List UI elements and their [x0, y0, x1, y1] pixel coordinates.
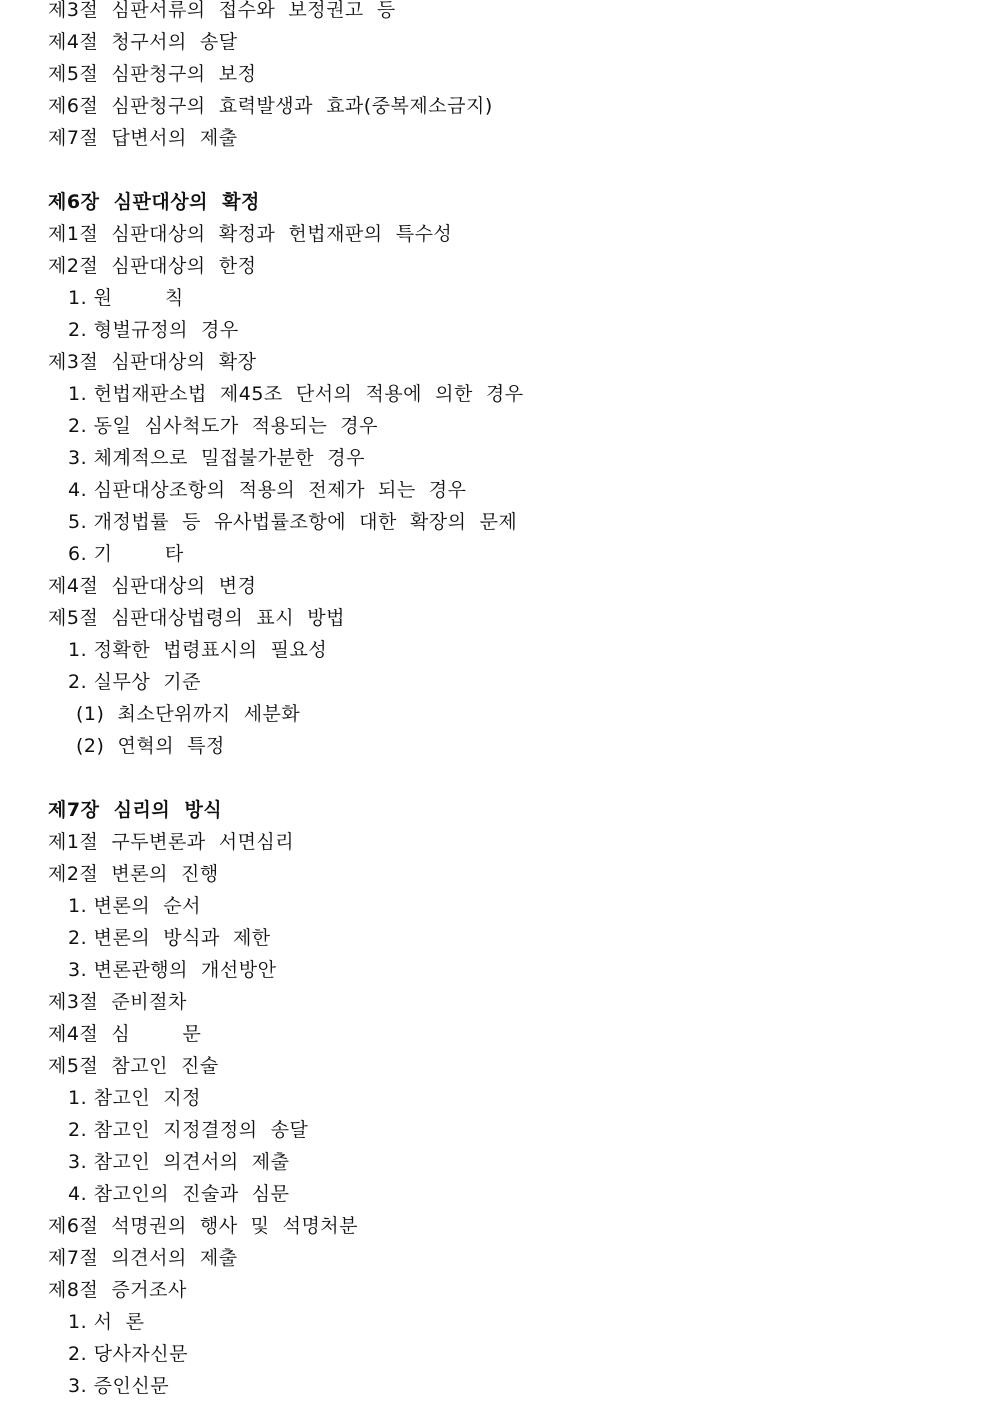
blank-line	[48, 154, 978, 186]
section-heading: 제2절 변론의 진행	[48, 863, 219, 885]
section-heading: 제5절 심판대상법령의 표시 방법	[48, 607, 345, 629]
sub-list-item: (1) 최소단위까지 세분화	[76, 703, 301, 725]
table-of-contents	[48, 0, 978, 1402]
list-item: 2. 동일 심사척도가 적용되는 경우	[68, 415, 379, 437]
section-heading: 제7절 의견서의 제출	[48, 1247, 238, 1269]
sub-list-item: (2) 연혁의 특정	[76, 735, 225, 757]
list-item: 1. 원 칙	[68, 287, 184, 309]
section-heading: 제6절 심판청구의 효력발생과 효과(중복제소금지)	[48, 95, 493, 117]
section-heading: 제1절 구두변론과 서면심리	[48, 831, 295, 853]
section-heading: 제4절 심 문	[48, 1023, 202, 1045]
section-heading: 제8절 증거조사	[48, 1279, 187, 1301]
list-item: 1. 서 론	[68, 1311, 145, 1333]
section-heading: 제1절 심판대상의 확정과 헌법재판의 특수성	[48, 223, 453, 245]
section-heading: 제3절 준비절차	[48, 991, 187, 1013]
list-item: 2. 당사자신문	[68, 1343, 188, 1365]
section-heading: 제4절 청구서의 송달	[48, 31, 238, 53]
section-heading: 제3절 심판서류의 접수와 보정권고 등	[48, 0, 396, 21]
list-item: 5. 개정법률 등 유사법률조항에 대한 확장의 문제	[68, 511, 518, 533]
list-item: 2. 실무상 기준	[68, 671, 202, 693]
list-item: 2. 변론의 방식과 제한	[68, 927, 271, 949]
list-item: 1. 헌법재판소법 제45조 단서의 적용에 의한 경우	[68, 383, 524, 405]
list-item: 4. 참고인의 진술과 심문	[68, 1183, 290, 1205]
list-item: 2. 참고인 지정결정의 송달	[68, 1119, 309, 1141]
list-item: 2. 형벌규정의 경우	[68, 319, 239, 341]
list-item: 1. 정확한 법령표시의 필요성	[68, 639, 328, 661]
list-item: 1. 변론의 순서	[68, 895, 202, 917]
chapter-heading: 제7장 심리의 방식	[48, 799, 223, 821]
list-item: 3. 체계적으로 밀접불가분한 경우	[68, 447, 365, 469]
list-item: 6. 기 타	[68, 543, 184, 565]
section-heading: 제3절 심판대상의 확장	[48, 351, 257, 373]
section-heading: 제6절 석명권의 행사 및 석명처분	[48, 1215, 359, 1237]
section-heading: 제5절 참고인 진술	[48, 1055, 219, 1077]
section-heading: 제7절 답변서의 제출	[48, 127, 238, 149]
section-heading: 제2절 심판대상의 한정	[48, 255, 257, 277]
section-heading: 제4절 심판대상의 변경	[48, 575, 257, 597]
list-item: 3. 증인신문	[68, 1375, 170, 1397]
list-item: 4. 심판대상조항의 적용의 전제가 되는 경우	[68, 479, 467, 501]
list-item: 1. 참고인 지정	[68, 1087, 202, 1109]
chapter-heading: 제6장 심판대상의 확정	[48, 191, 260, 213]
section-heading: 제5절 심판청구의 보정	[48, 63, 257, 85]
list-item: 3. 참고인 의견서의 제출	[68, 1151, 290, 1173]
blank-line	[48, 762, 978, 794]
list-item: 3. 변론관행의 개선방안	[68, 959, 277, 981]
